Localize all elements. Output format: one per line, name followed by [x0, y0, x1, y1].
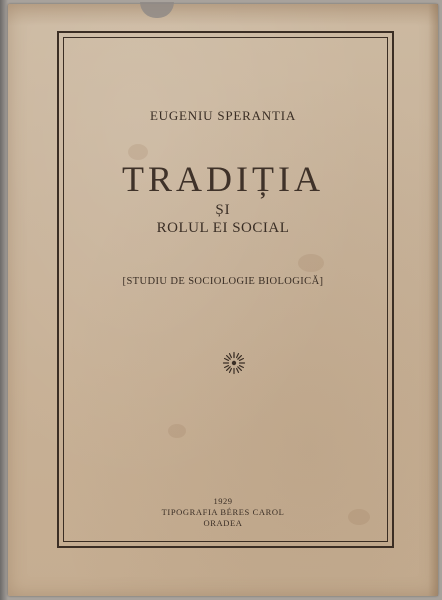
paper-edge-shadow-top	[8, 4, 438, 26]
book-subtitle: ROLUL EI SOCIAL	[156, 220, 290, 236]
title-conjunction: ȘI	[215, 202, 231, 218]
book-cover	[8, 4, 438, 596]
publication-year: 1929	[213, 496, 233, 506]
book-title: TRADIȚIA	[122, 159, 324, 199]
study-line: [STUDIU DE SOCIOLOGIE BIOLOGICĂ]	[122, 276, 324, 287]
publication-city: ORADEA	[203, 518, 243, 528]
author-name: EUGENIU SPERANTIA	[149, 108, 297, 123]
sunburst-ornament-icon	[222, 351, 246, 375]
publisher-name: TIPOGRAFIA BÉRES CAROL	[161, 507, 285, 517]
